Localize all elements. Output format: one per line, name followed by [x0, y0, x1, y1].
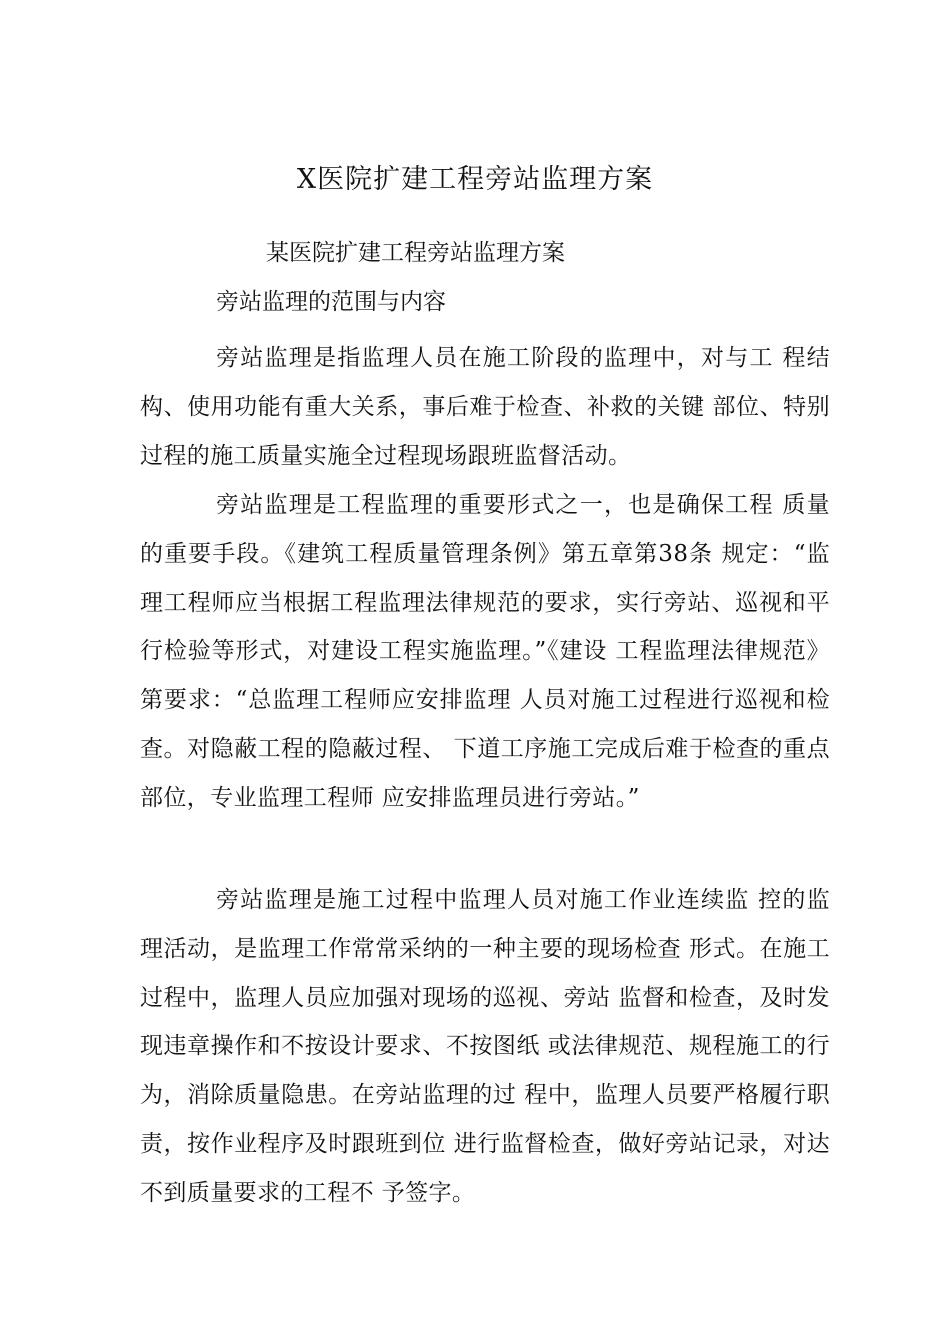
paragraph: 旁站监理是指监理人员在施工阶段的监理中，对与工 程结构、使用功能有重大关系，事后难于检查、补救的关键 部位、特别过程的施工质量实施全过程现场跟班监督活动。 — [140, 345, 830, 469]
document-subtitle: 某医院扩建工程旁站监理方案 — [266, 240, 565, 266]
section-heading: 旁站监理的范围与内容 — [216, 289, 446, 315]
paragraph: 旁站监理是工程监理的重要形式之一，也是确保工程 质量的重要手段。《建筑工程质量管理条例》第五章第38条 规定：“监理工程师应当根据工程监理法律规范的要求，实行旁站、巡视和平行检验等形式，对建设工程实施监理。”《建设 工程监理法律规范》第要求：“总监理工程师应安排监理 人员对施工过程进行巡视和检查。对隐蔽工程的隐蔽过程、 下道工序施工完成后难于检查的重点部位，专业监理工程师 应安排监理员进行旁站。” — [140, 492, 830, 811]
paragraph: 旁站监理是施工过程中监理人员对施工作业连续监 控的监理活动，是监理工作常常采纳的一种主要的现场检查 形式。在施工过程中，监理人员应加强对现场的巡视、旁站 监督和检查，及时发现违章操作和不按设计要求、不按图纸 或法律规范、规程施工的行为，消除质量隐患。在旁站监理的过 程中，监理人员要严格履行职责，按作业程序及时跟班到位 进行监督检查，做好旁站记录，对达不到质量要求的工程不 予签字。 — [140, 887, 830, 1206]
document-title: X医院扩建工程旁站监理方案 — [296, 164, 654, 195]
